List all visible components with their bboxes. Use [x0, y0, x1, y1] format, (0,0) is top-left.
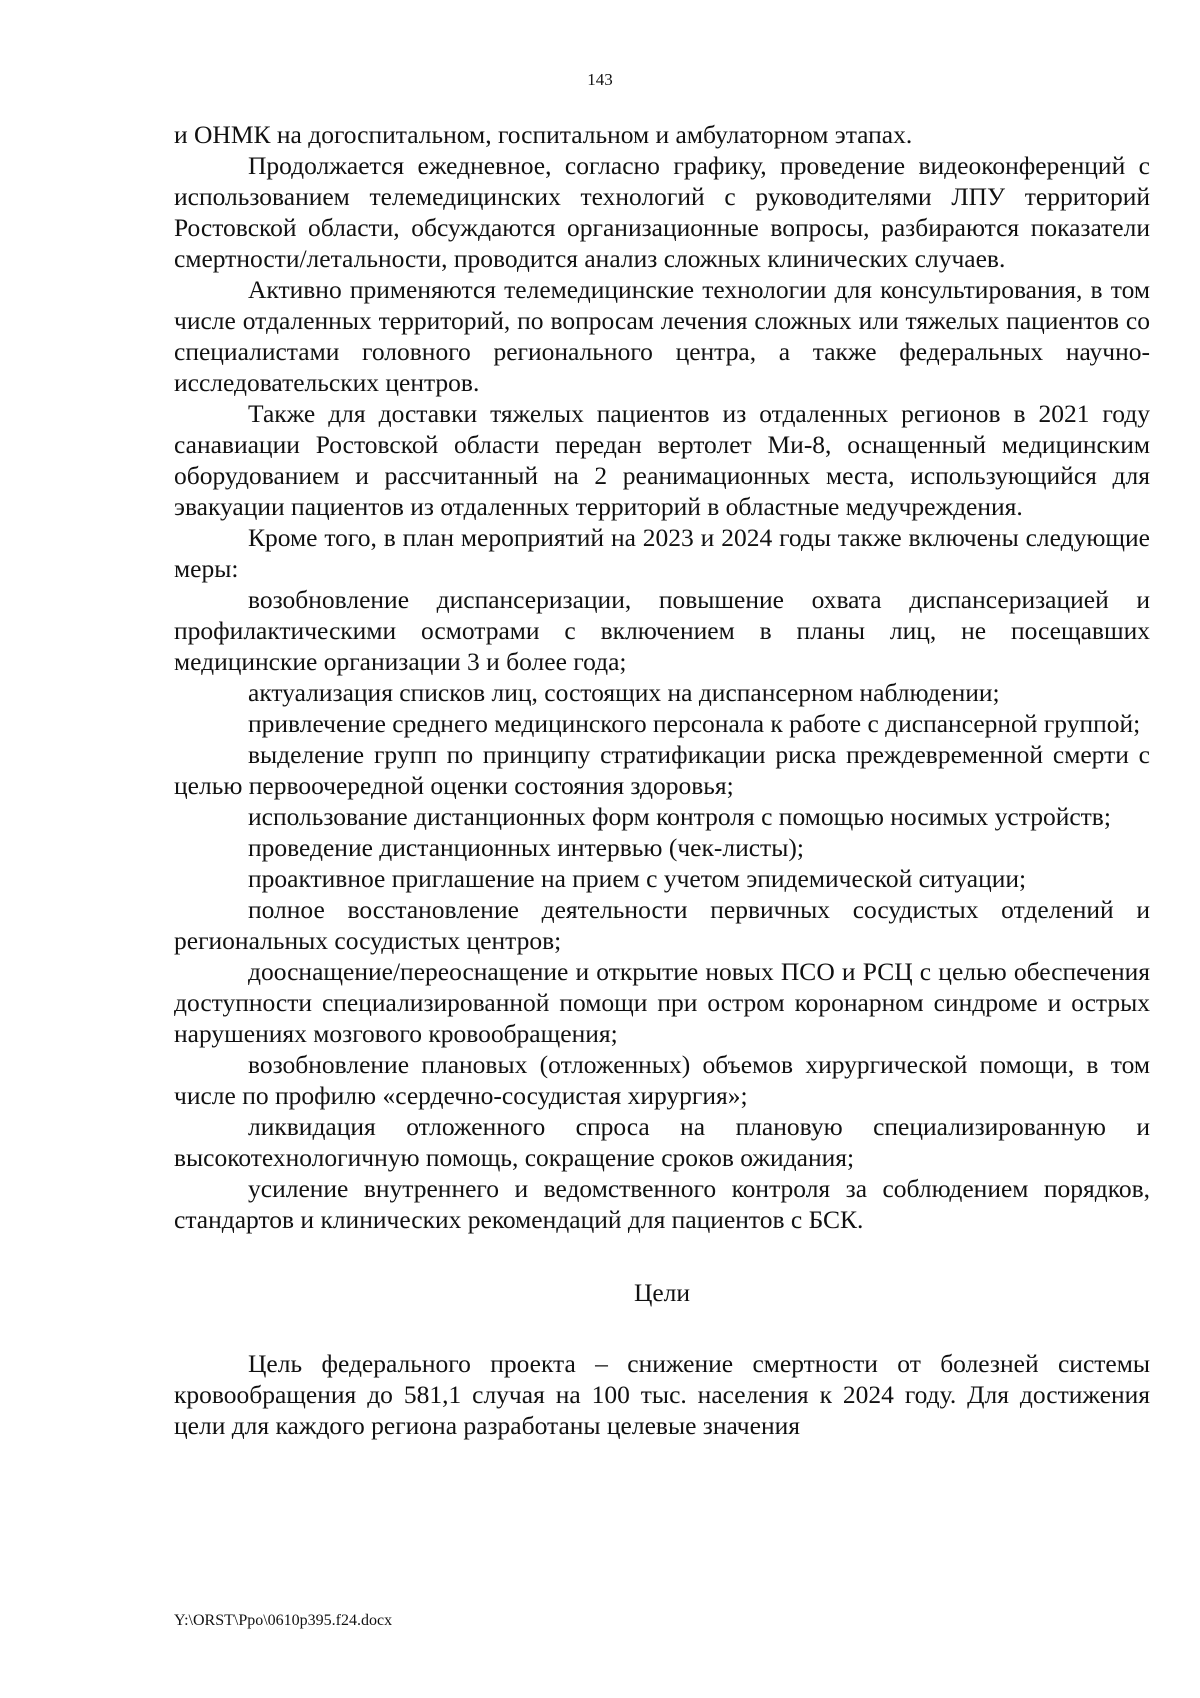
footer-file-path: Y:\ORST\Ppo\0610p395.f24.docx: [174, 1612, 393, 1629]
list-item: использование дистанционных форм контроля с помощью носимых устройств;: [248, 802, 1111, 831]
page-number: 143: [587, 70, 613, 89]
list-item: актуализация списков лиц, состоящих на диспансерном наблюдении;: [248, 678, 1000, 707]
list-item: проактивное приглашение на прием с учетом эпидемической ситуации;: [248, 864, 1027, 893]
goal-paragraph: Цель федерального проекта – снижение смертности от болезней системы кровообращения до 581,1 случая на 100 тыс. населения к 2024 году. Для достижения цели для каждого региона разработаны целевые значения: [174, 1349, 1150, 1440]
paragraph: Продолжается ежедневное, согласно графику, проведение видеоконференций с использованием телемедицинских технологий с руководителями ЛПУ территорий Ростовской области, обсуждаются организационные вопросы, разбираются показатели смертности/летальности, проводится анализ сложных клинических случаев.: [174, 151, 1150, 273]
list-item: выделение групп по принципу стратификации риска преждевременной смерти с целью первоочередной оценки состояния здоровья;: [174, 740, 1150, 800]
list-item: привлечение среднего медицинского персонала к работе с диспансерной группой;: [248, 709, 1141, 738]
paragraph: Также для доставки тяжелых пациентов из отдаленных регионов в 2021 году санавиации Ростовской области передан вертолет Ми-8, оснащенный медицинским оборудованием и рассчитанный на 2 реанимационных места, использующийся для эвакуации пациентов из отдаленных территорий в областные медучреждения.: [174, 399, 1150, 521]
list-item: возобновление диспансеризации, повышение охвата диспансеризацией и профилактическими осмотрами с включением в планы лиц, не посещавших медицинские организации 3 и более года;: [174, 585, 1150, 676]
list-item: полное восстановление деятельности первичных сосудистых отделений и региональных сосудистых центров;: [174, 895, 1150, 955]
section-heading: Цели: [633, 1278, 691, 1307]
paragraph: Активно применяются телемедицинские технологии для консультирования, в том числе отдаленных территорий, по вопросам лечения сложных или тяжелых пациентов со специалистами головного регионального центра, а также федеральных научно-исследовательских центров.: [174, 275, 1150, 397]
list-item: ликвидация отложенного спроса на плановую специализированную и высокотехнологичную помощь, сокращение сроков ожидания;: [174, 1112, 1150, 1172]
paragraph: Кроме того, в план мероприятий на 2023 и 2024 годы также включены следующие меры:: [174, 523, 1150, 583]
document-body: [174, 119, 1150, 1441]
list-item: проведение дистанционных интервью (чек-листы);: [248, 833, 804, 862]
paragraph: и ОНМК на догоспитальном, госпитальном и амбулаторном этапах.: [174, 120, 913, 149]
list-item: усиление внутреннего и ведомственного контроля за соблюдением порядков, стандартов и клинических рекомендаций для пациентов с БСК.: [174, 1174, 1150, 1234]
list-item: возобновление плановых (отложенных) объемов хирургической помощи, в том числе по профилю «сердечно-сосудистая хирургия»;: [174, 1050, 1150, 1110]
list-item: дооснащение/переоснащение и открытие новых ПСО и РСЦ с целью обеспечения доступности специализированной помощи при остром коронарном синдроме и острых нарушениях мозгового кровообращения;: [174, 957, 1150, 1048]
